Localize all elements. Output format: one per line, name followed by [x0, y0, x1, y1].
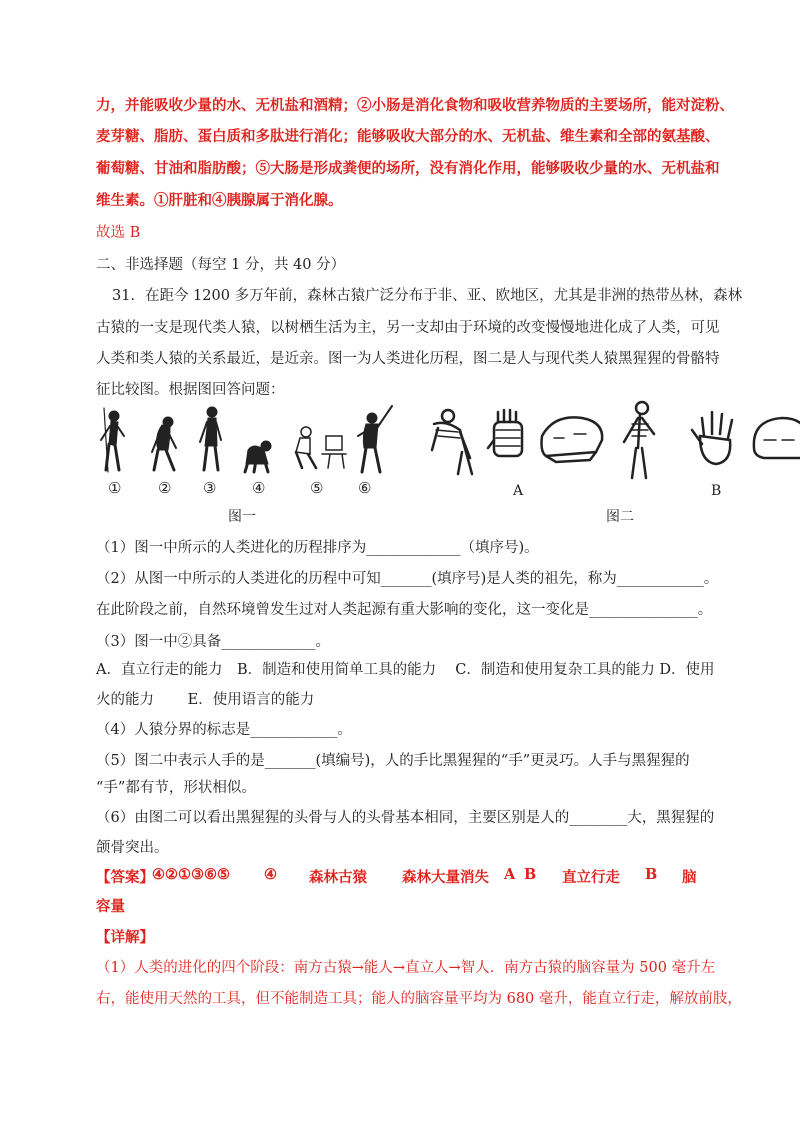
answer-item-1: ④②①③⑥⑤ — [152, 866, 230, 883]
choice-line: 故选 B — [96, 225, 141, 241]
figure-1-figure-6 — [358, 406, 392, 472]
figure-1-figure-3 — [200, 407, 221, 470]
q31-sub-3: （3）图一中②具备_____________。 — [96, 634, 330, 650]
figure-2-skeleton-image — [424, 400, 800, 482]
q31-stem-line-1: 31．在距今 1200 多万年前，森林古猿广泛分布于非、亚、欧地区，尤其是非洲的热带丛林，森林 — [112, 288, 743, 304]
q31-sub-1: （1）图一中所示的人类进化的历程排序为_____________（填序号)。 — [96, 540, 539, 556]
q31-sub-5-line-2: “手”都有节，形状相似。 — [96, 780, 256, 796]
figure-2-chimp-skull — [542, 417, 603, 462]
q31-options-line-2: 火的能力 E．使用语言的能力 — [96, 692, 315, 708]
answer-item-4: 森林大量消失 — [402, 869, 489, 886]
figure-2-label-a: A — [513, 483, 524, 499]
figure-1-label-5: ⑤ — [310, 479, 324, 497]
q31-sub-2-line-2: 在此阶段之前，自然环境曾发生过对人类起源有重大影响的变化，这一变化是_______________。 — [96, 602, 713, 618]
figure-2-human-skeleton — [624, 402, 654, 478]
detail-label: 【详解】 — [96, 929, 154, 946]
answer-item-6: B — [524, 866, 537, 883]
figure-2-human-skull — [754, 418, 800, 458]
detail-line-1: （1）人类的进化的四个阶段：南方古猿→能人→直立人→智人．南方古猿的脑容量为 500 毫升左 — [96, 960, 716, 976]
figure-2-caption: 图二 — [606, 509, 634, 525]
answer-item-3: 森林古猿 — [309, 869, 367, 886]
explanation-line-1: 力，并能吸收少量的水、无机盐和酒精；②小肠是消化食物和吸收营养物质的主要场所，能对淀粉、 — [96, 97, 734, 114]
detail-line-2: 右，能使用天然的工具，但不能制造工具；能人的脑容量平均为 680 毫升，能直立行走，解放前肢， — [96, 991, 742, 1007]
answer-item-2: ④ — [264, 866, 277, 883]
q31-sub-4: （4）人猿分界的标志是____________。 — [96, 722, 352, 738]
figure-1-figure-1 — [101, 408, 124, 472]
answer-continued: 容量 — [96, 898, 125, 915]
q31-sub-6-line-2: 颌骨突出。 — [96, 840, 169, 856]
q31-sub-6-line-1: （6）由图二可以看出黑猩猩的头骨与人的头骨基本相同，主要区别是人的________大，黑猩猩的 — [96, 810, 715, 826]
figure-1-label-4: ④ — [252, 479, 266, 497]
figure-1-label-2: ② — [158, 479, 172, 497]
figure-1-caption: 图一 — [228, 509, 256, 525]
answer-item-5: A — [504, 866, 516, 883]
q31-stem-line-4: 征比较图。根据图回答问题： — [96, 382, 285, 398]
figure-1-evolution-image — [96, 400, 396, 480]
figure-1-figure-5 — [296, 427, 346, 468]
answer-item-7: 直立行走 — [562, 869, 620, 886]
figure-1-figure-4 — [245, 441, 271, 472]
figure-2-label-b: B — [711, 483, 722, 499]
answer-item-9: 脑 — [682, 869, 697, 886]
figure-2-chimp-skeleton — [432, 410, 472, 474]
answer-label: 【答案】 — [96, 869, 154, 886]
explanation-line-3: 葡萄糖、甘油和脂肪酸；⑤大肠是形成粪便的场所，没有消化作用，能够吸收少量的水、无机盐和 — [96, 160, 720, 177]
figure-2-chimp-hand — [488, 410, 522, 456]
q31-sub-2-line-1: （2）从图一中所示的人类进化的历程中可知_______(填序号)是人类的祖先，称为____________。 — [96, 571, 719, 587]
figure-2-human-hand — [692, 412, 732, 464]
answer-item-8: B — [645, 866, 658, 883]
figure-1-label-6: ⑥ — [358, 479, 372, 497]
section-title: 二、非选择题（每空 1 分，共 40 分） — [96, 257, 346, 273]
q31-stem-line-2: 古猿的一支是现代类人猿，以树栖生活为主，另一支却由于环境的改变慢慢地进化成了人类，可见 — [96, 320, 720, 336]
figure-1-label-3: ③ — [203, 479, 217, 497]
figure-1-figure-2 — [152, 417, 176, 470]
figure-1-label-1: ① — [108, 479, 122, 497]
answer-row — [96, 866, 716, 886]
q31-sub-5-line-1: （5）图二中表示人手的是_______(填编号)，人的手比黑猩猩的“手”更灵巧。人手与黑猩猩的 — [96, 753, 690, 769]
explanation-line-4: 维生素。①肝脏和④胰腺属于消化腺。 — [96, 192, 343, 209]
q31-options-line-1: A．直立行走的能力 B．制造和使用简单工具的能力 C．制造和使用复杂工具的能力 D．使用 — [96, 662, 715, 678]
explanation-line-2: 麦芽糖、脂肪、蛋白质和多肽进行消化；能够吸收大部分的水、无机盐、维生素和全部的氨基酸、 — [96, 128, 720, 145]
q31-stem-line-3: 人类和类人猿的关系最近，是近亲。图一为人类进化历程，图二是人与现代类人猿黑猩猩的骨骼特 — [96, 351, 720, 367]
